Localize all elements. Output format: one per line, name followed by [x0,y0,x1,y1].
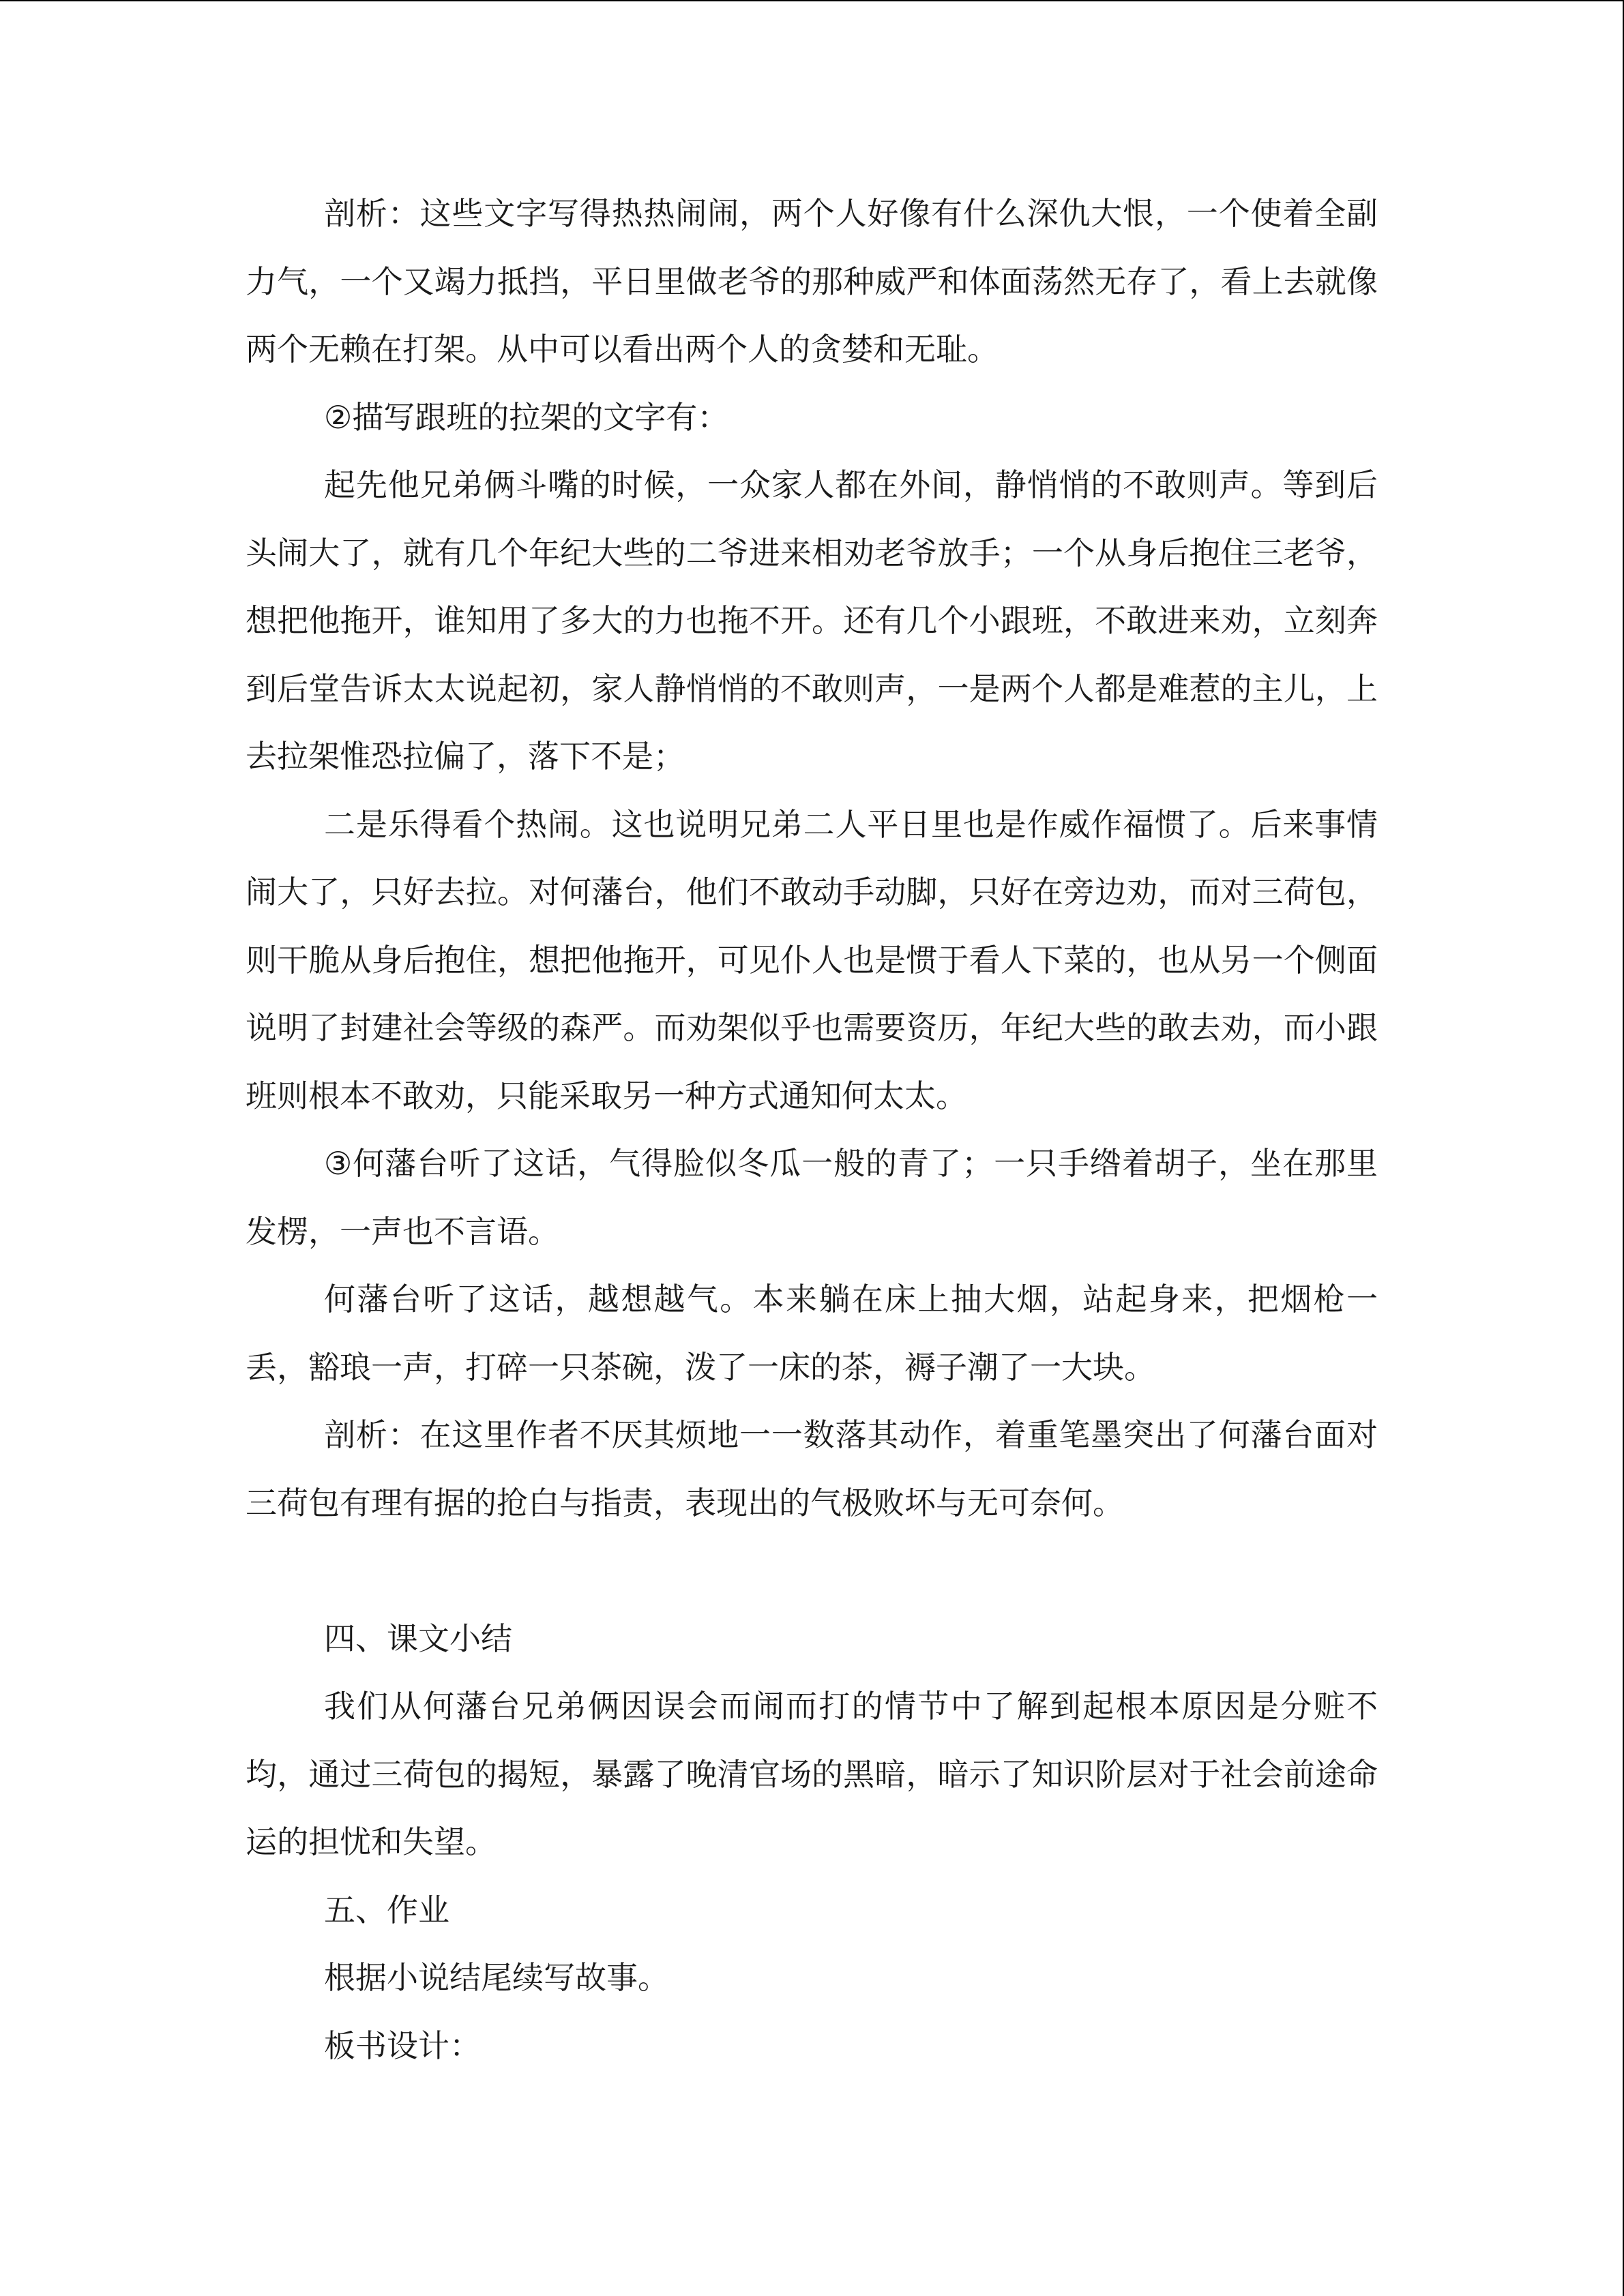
summary-paragraph: 我们从何藩台兄弟俩因误会而闹而打的情节中了解到起根本原因是分赃不均，通过三荷包的揭短，暴露了晚清官场的黑暗，暗示了知识阶层对于社会前途命运的担忧和失望。 [246,1688,1378,1860]
analysis-paragraph-3: 剖析：在这里作者不厌其烦地一一数落其动作，着重笔墨突出了何藩台面对三荷包有理有据的抢白与指责，表现出的气极败坏与无可奈何。 [246,1416,1378,1521]
quote-paragraph-servants: 起先他兄弟俩斗嘴的时候，一众家人都在外间，静悄悄的不敢则声。等到后头闹大了，就有几个年纪大些的二爷进来相劝老爷放手；一个从身后抱住三老爷，想把他拖开，谁知用了多大的力也拖不开。还有几个小跟班，不敢进来劝，立刻奔到后堂告诉太太说起初，家人静悄悄的不敢则声，一是两个人都是难惹的主儿，上去拉架惟恐拉偏了，落下不是； [246,466,1378,775]
section-heading-summary: 四、课文小结 [324,1620,512,1657]
board-design-label: 板书设计： [324,2027,481,2064]
analysis-paragraph-2: 二是乐得看个热闹。这也说明兄弟二人平日里也是作威作福惯了。后来事情闹大了，只好去拉。对何藩台，他们不敢动手动脚，只好在旁边劝，而对三荷包，则干脆从身后抱住，想把他拖开，可见仆人也是惯于看人下菜的，也从另一个侧面说明了封建社会等级的森严。而劝架似乎也需要资历，年纪大些的敢去劝，而小跟班则根本不敢劝，只能采取另一种方式通知何太太。 [246,805,1378,1114]
quote-paragraph-4: 何藩台听了这话，越想越气。本来躺在床上抽大烟，站起身来，把烟枪一丢，豁琅一声，打碎一只茶碗，泼了一床的茶，褥子潮了一大块。 [246,1281,1378,1386]
section-heading-homework: 五、作业 [324,1891,449,1928]
quote-paragraph-3: ③何藩台听了这话，气得脸似冬瓜一般的青了；一只手绺着胡子，坐在那里发楞，一声也不言语。 [246,1145,1378,1250]
subheading-servants: ②描写跟班的拉架的文字有： [324,398,729,436]
homework-paragraph: 根据小说结尾续写故事。 [324,1959,669,1996]
document-body [246,180,1378,2080]
section-gap [246,1537,1378,1605]
analysis-paragraph-1: 剖析：这些文字写得热热闹闹，两个人好像有什么深仇大恨，一个使着全副力气，一个又竭力抵挡，平日里做老爷的那种威严和体面荡然无存了，看上去就像两个无赖在打架。从中可以看出两个人的贪婪和无耻。 [246,195,1378,368]
